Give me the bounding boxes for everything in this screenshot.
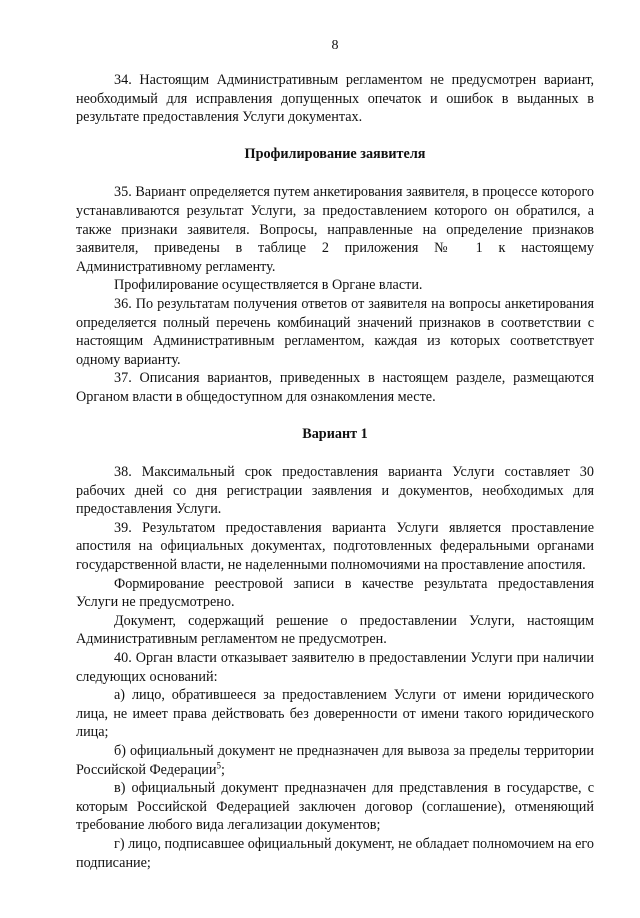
paragraph-40-v: в) официальный документ предназначен для представления в государстве, с которым Российской Федерацией заключен договор (соглашение), отменяющий требование любого вида легализации документов; (76, 780, 594, 834)
paragraph-40-g: г) лицо, подписавшее официальный документ, не обладает полномочием на его подписание; (76, 835, 594, 871)
paragraph-registry-record: Формирование реестровой записи в качестве результата предоставления Услуги не предусмотрено. (76, 575, 594, 611)
paragraph-40-b-suffix: ; (220, 761, 225, 778)
paragraph-39: 39. Результатом предоставления варианта Услуги является проставление апостиля на официальных документах, подготовленных федеральными органами государственной власти, не наделенными полномочиями на проставление апостиля. (76, 519, 594, 574)
heading-variant-1: Вариант 1 (302, 425, 368, 442)
paragraph-40-b (76, 742, 594, 779)
paragraph-40-b-text: б) официальный документ не предназначен для вывоза за пределы территории Российской Федерации (76, 743, 594, 778)
page-number: 8 (331, 38, 339, 53)
paragraph-35: 35. Вариант определяется путем анкетирования заявителя, в процессе которого устанавливаются результат Услуги, за предоставлением которого он обратился, а также признаки заявителя. Вопросы, направленные на определение признаков заявителя, приведены в таблице 2 приложения № 1 к настоящему Административному регламенту. (76, 184, 594, 275)
paragraph-profiling-location: Профилирование осуществляется в Органе власти. (114, 277, 423, 294)
paragraph-40-a: а) лицо, обратившееся за предоставлением Услуги от имени юридического лица, не имеет права действовать без доверенности от имени такого юридического лица; (76, 687, 594, 741)
paragraph-34: 34. Настоящим Административным регламентом не предусмотрен вариант, необходимый для исправления допущенных опечаток и ошибок в выданных в результате предоставления Услуги документах. (76, 72, 594, 126)
paragraph-37: 37. Описания вариантов, приведенных в настоящем разделе, размещаются Органом власти в общедоступном для ознакомления месте. (76, 370, 594, 405)
paragraph-decision-document: Документ, содержащий решение о предоставлении Услуги, настоящим Административным регламентом не предусмотрен. (76, 612, 594, 648)
heading-applicant-profiling: Профилирование заявителя (244, 145, 426, 162)
footnote-ref-5: 5 (216, 759, 221, 770)
paragraph-36: 36. По результатам получения ответов от заявителя на вопросы анкетирования определяется полный перечень комбинаций значений признаков в соответствии с настоящим Административным регламентом, каждая из которых соответствует одному варианту. (76, 295, 594, 368)
paragraph-40: 40. Орган власти отказывает заявителю в предоставлении Услуги при наличии следующих оснований: (76, 650, 594, 685)
paragraph-38: 38. Максимальный срок предоставления варианта Услуги составляет 30 рабочих дней со дня регистрации заявления и документов, необходимых для предоставления Услуги. (76, 464, 594, 518)
